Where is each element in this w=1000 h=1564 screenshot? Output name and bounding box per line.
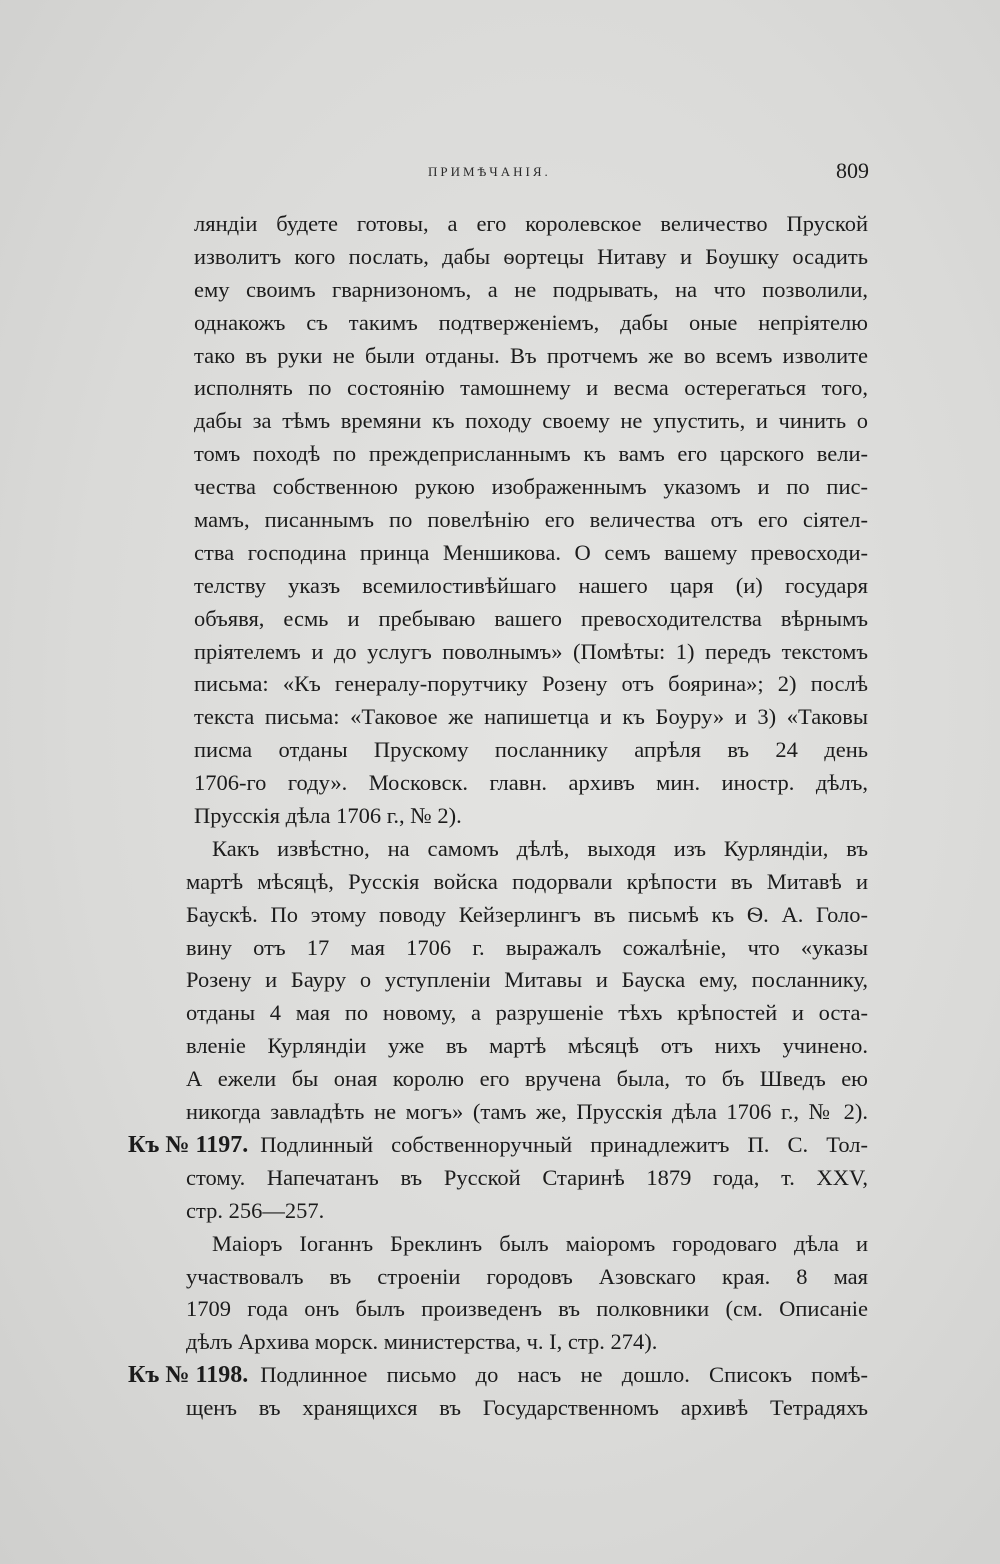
text-line: вленіе Курляндіи уже въ мартѣ мѣсяцѣ отъ нихъ учинено. bbox=[186, 1033, 868, 1059]
text-line: исполнять по состоянію тамошнему и весма остерегаться того, bbox=[194, 375, 868, 401]
note-1198-label: Къ № 1198. bbox=[128, 1362, 249, 1389]
text-line: 1706-го году». Московск. главн. архивъ мин. иностр. дѣлъ, bbox=[194, 770, 868, 796]
text-line: 1709 года онъ былъ произведенъ въ полковники (см. Описаніе bbox=[186, 1296, 868, 1322]
text-line: тако въ руки не были отданы. Въ протчемъ же во всемъ изволите bbox=[194, 342, 868, 368]
text-line: ляндіи будете готовы, а его королевское величество Пруской bbox=[194, 211, 868, 236]
text-line: Баускѣ. По этому поводу Кейзерлингъ въ письмѣ къ Ѳ. А. Голо- bbox=[186, 901, 868, 927]
text-line: изволитъ кого послать, дабы ѳортецы Нитаву и Боушку осадить bbox=[194, 243, 868, 269]
body-text bbox=[128, 208, 868, 1425]
note-1197-heading-line bbox=[128, 1129, 868, 1162]
text-line: вину отъ 17 мая 1706 г. выражалъ сожалѣніе, что «указы bbox=[186, 934, 868, 960]
text-line: письма: «Къ генералу-порутчику Розену отъ боярина»; 2) послѣ bbox=[194, 671, 868, 697]
text-line: Какъ извѣстно, на самомъ дѣлѣ, выходя изъ Курляндіи, въ bbox=[212, 835, 868, 861]
text-line: никогда завладѣть не могъ» (тамъ же, Прусскія дѣла 1706 г., № 2). bbox=[186, 1099, 868, 1125]
note-1198-heading-line bbox=[128, 1359, 868, 1392]
text-line: Маіоръ Іоганнъ Бреклинъ былъ маіоромъ городоваго дѣла и bbox=[212, 1230, 868, 1256]
text-line: однакожъ съ такимъ подтверженіемъ, дабы оные непріятелю bbox=[194, 309, 868, 335]
text-line: объявя, есмь и пребываю вашего превосходителства вѣрнымъ bbox=[194, 605, 868, 631]
text-line: стр. 256—257. bbox=[186, 1197, 325, 1223]
text-line: дабы за тѣмъ времяни къ походу своему не упустить, и чинить о bbox=[194, 408, 868, 434]
text-line: щенъ въ хранящихся въ Государственномъ архивѣ Тетрадяхъ bbox=[186, 1395, 868, 1421]
text-line: отданы 4 мая по новому, а разрушеніе тѣхъ крѣпостей и оста- bbox=[186, 1000, 868, 1026]
text-line: томъ походѣ по преждеприсланнымъ къ вамъ его царского вели- bbox=[194, 441, 868, 467]
text-line: мамъ, писаннымъ по повелѣнію его величества отъ его сіятел- bbox=[194, 507, 868, 533]
text-line: ства господина принца Меншикова. О семъ вашему превосходи- bbox=[194, 539, 868, 565]
text-line: мартѣ мѣсяцѣ, Русскія войска подорвали крѣпости въ Митавѣ и bbox=[186, 868, 868, 894]
page-number: 809 bbox=[836, 158, 869, 183]
text-line: текста письма: «Таковое же напишетца и къ Боуру» и 3) «Таковы bbox=[194, 704, 868, 730]
text-line: стому. Напечатанъ въ Русской Старинѣ 1879 года, т. XXV, bbox=[186, 1164, 868, 1190]
running-header bbox=[0, 158, 1000, 188]
note-1198-first-line: Подлинное письмо до насъ не дошло. Списокъ помѣ- bbox=[260, 1362, 868, 1388]
text-line: ему своимъ гварнизономъ, а не подрывать, на что позволили, bbox=[194, 276, 868, 302]
text-line: писма отданы Прускому посланнику апрѣля въ 24 день bbox=[194, 737, 868, 763]
text-line: Прусскія дѣла 1706 г., № 2). bbox=[194, 803, 462, 829]
text-line: чества собственною рукою изображеннымъ указомъ и по пис- bbox=[194, 474, 868, 500]
note-1197-first-line: Подлинный собственноручный принадлежитъ П. С. Тол- bbox=[260, 1131, 868, 1157]
text-line: пріятелемъ и до услугъ поволнымъ» (Помѣты: 1) передъ текстомъ bbox=[194, 638, 868, 664]
text-line: Розену и Бауру о уступленіи Митавы и Бауска ему, посланнику, bbox=[186, 967, 868, 993]
text-line: участвовалъ въ строеніи городовъ Азовскаго края. 8 мая bbox=[186, 1263, 868, 1289]
running-title: ПРИМѢЧАНІЯ. bbox=[428, 164, 551, 179]
text-line: А ежели бы оная королю его вручена была, то бъ Шведъ ею bbox=[186, 1066, 868, 1092]
text-line: дѣлъ Архива морск. министерства, ч. I, стр. 274). bbox=[186, 1329, 658, 1355]
text-line: телству указъ всемилостивѣйшаго нашего царя (и) государя bbox=[194, 572, 868, 598]
note-1197-label: Къ № 1197. bbox=[128, 1131, 249, 1158]
